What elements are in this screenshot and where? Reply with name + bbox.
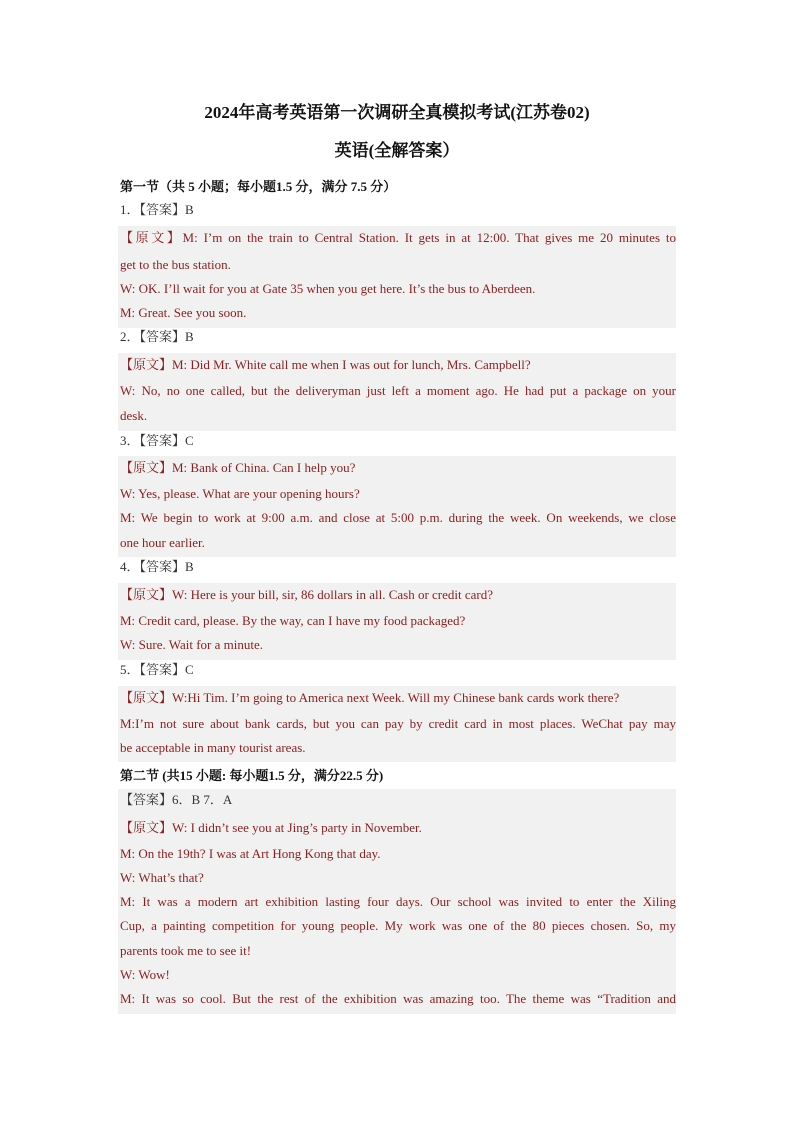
section-2-heading: 第二节 (共15 小题: 每小题1.5 分，满分22.5 分) xyxy=(120,768,384,783)
q67-line-2: M: On the 19th? I was at Art Hong Kong that day. xyxy=(120,846,381,861)
document-title: 2024年高考英语第一次调研全真模拟考试(江苏卷02) xyxy=(204,103,590,122)
q67-line-8: M: It was so cool. But the rest of the exhibition was amazing too. The theme was “Tradition and xyxy=(120,991,676,1006)
q1-line-4: M: Great. See you soon. xyxy=(120,305,247,320)
section-1-heading: 第一节（共 5 小题；每小题1.5 分，满分 7.5 分） xyxy=(120,179,397,194)
q2-line-3: desk. xyxy=(120,408,148,423)
q1-answer: 1．【答案】B xyxy=(120,202,194,217)
q1-line-2: get to the bus station. xyxy=(120,257,231,272)
q2-line-2: W: No, no one called, but the deliveryman just left a moment ago. He had put a package on your xyxy=(120,383,676,398)
q1-line-3: W: OK. I’ll wait for you at Gate 35 when you get here. It’s the bus to Aberdeen. xyxy=(120,281,536,296)
q4-line-2: M: Credit card, please. By the way, can I have my food packaged? xyxy=(120,613,466,628)
q67-line-1: 【原文】W: I didn’t see you at Jing’s party in November. xyxy=(120,820,422,835)
q1-line-1: 【原文】M: I’m on the train to Central Station. It gets in at 12:00. That gives me 20 minutes to xyxy=(120,230,676,245)
q67-line-5: Cup, a painting competition for young people. My work was one of the 80 pieces chosen. So, my xyxy=(120,918,676,933)
q3-line-2: W: Yes, please. What are your opening hours? xyxy=(120,486,360,501)
q5-line-3: be acceptable in many tourist areas. xyxy=(120,740,306,755)
q4-line-3: W: Sure. Wait for a minute. xyxy=(120,637,263,652)
q67-line-7: W: Wow! xyxy=(120,967,170,982)
q5-answer: 5．【答案】C xyxy=(120,662,194,677)
q67-answer: 【答案】6．B 7．A xyxy=(120,792,233,807)
q67-line-4: M: It was a modern art exhibition lasting four days. Our school was invited to enter the Xiling xyxy=(120,894,676,909)
document-subtitle: 英语(全解答案） xyxy=(334,141,460,160)
q67-line-6: parents took me to see it! xyxy=(120,943,252,958)
q2-line-1: 【原文】M: Did Mr. White call me when I was out for lunch, Mrs. Campbell? xyxy=(120,357,531,372)
q3-line-4: one hour earlier. xyxy=(120,535,205,550)
q3-answer: 3．【答案】C xyxy=(120,433,194,448)
q4-line-1: 【原文】W: Here is your bill, sir, 86 dollars in all. Cash or credit card? xyxy=(120,587,494,602)
q3-line-1: 【原文】M: Bank of China. Can I help you? xyxy=(120,460,356,475)
q2-answer: 2．【答案】B xyxy=(120,329,194,344)
q4-answer: 4．【答案】B xyxy=(120,559,194,574)
q5-line-2: M:I’m not sure about bank cards, but you can pay by credit card in most places. WeChat pay may xyxy=(120,716,676,731)
q3-line-3: M: We begin to work at 9:00 a.m. and close at 5:00 p.m. during the week. On weekends, we close xyxy=(120,510,676,525)
q67-line-3: W: What’s that? xyxy=(120,870,204,885)
q5-line-1: 【原文】W:Hi Tim. I’m going to America next Week. Will my Chinese bank cards work there? xyxy=(120,690,620,705)
